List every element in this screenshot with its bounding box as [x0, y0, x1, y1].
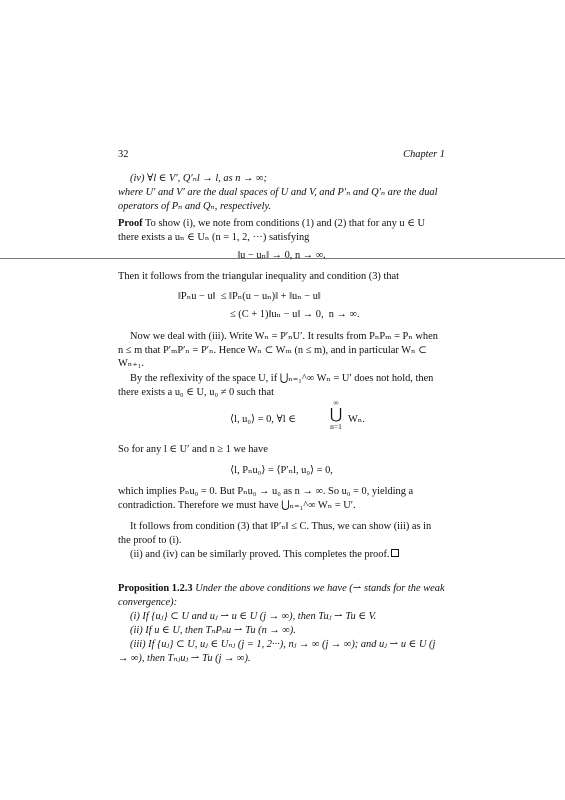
- proposition-item-iii: (iii) If {uⱼ} ⊂ U, uⱼ ∈ Uₙⱼ (j = 1, 2···), nⱼ → ∞ (j → ∞); and uⱼ ⇀ u ∈ U (j → ∞), then Tₙⱼuⱼ ⇀ Tu (j → ∞).: [118, 639, 436, 664]
- proposition-item-ii: (ii) If u ∈ U, then TₙPₙu ⇀ Tu (n → ∞).: [130, 625, 296, 636]
- proposition-label: Proposition 1.2.3: [118, 583, 193, 594]
- proposition-statement: Under the above conditions we have (⇀ stands for the weak convergence):: [118, 583, 445, 608]
- paragraph-reflexivity: By the reflexivity of the space U, if ⋃ₙ₌₁^∞ Wₙ = U′ does not hold, then there exists a u₀ ∈ U, u₀ ≠ 0 such that: [118, 373, 434, 398]
- qed-icon: [391, 549, 399, 557]
- equation-2-line-1: ‖Pₙu − u‖ ≤ ‖Pₙ(u − uₙ)‖ + ‖uₙ − u‖: [178, 291, 321, 302]
- dual-note: where U′ and V′ are the dual spaces of U and V, and P′ₙ and Q′ₙ are the dual operators of Pₙ and Qₙ, respectively.: [118, 187, 438, 212]
- equation-3: [118, 398, 445, 436]
- union-sup: ∞: [333, 398, 339, 407]
- which-implies-text: which implies Pₙu₀ = 0. But Pₙu₀ → u₀ as n → ∞. So u₀ = 0, yielding a contradiction. Therefore we must have ⋃ₙ₌₁^∞ Wₙ = U′.: [118, 486, 414, 511]
- condition-iv-text: (iv) ∀l ∈ V′, Q′ₙl → l, as n → ∞;: [130, 173, 267, 184]
- union-sub: n=1: [330, 421, 342, 431]
- equation-1: ‖u − uₙ‖ → 0, n → ∞.: [237, 250, 326, 261]
- condition-iv: [118, 172, 445, 186]
- then-text: Then it follows from the triangular inequality and condition (3) that: [118, 271, 400, 282]
- proof-last-text: (ii) and (iv) can be similarly proved. This completes the proof.: [130, 549, 390, 560]
- chapter-label: Chapter 1: [403, 149, 445, 160]
- proof-intro: [118, 217, 445, 244]
- union-operator: [328, 398, 344, 432]
- equation-4: ⟨l, Pₙu₀⟩ = ⟨P′ₙl, u₀⟩ = 0,: [230, 465, 333, 476]
- page-header: [118, 148, 445, 162]
- equation-3-right: Wₙ.: [348, 414, 365, 425]
- page-number: 32: [118, 149, 129, 160]
- so-for-text: So for any l ∈ U′ and n ≥ 1 we have: [118, 444, 268, 455]
- union-symbol: ⋃: [329, 406, 343, 423]
- proposition-item-i: (i) If {uⱼ} ⊂ U and uⱼ ⇀ u ∈ U (j → ∞), then Tuⱼ ⇀ Tu ∈ V.: [130, 611, 377, 622]
- follows-text: It follows from condition (3) that ‖P′ₙ‖ ≤ C. Thus, we can show (iii) as in the proof to (i).: [118, 521, 432, 546]
- paragraph-iii: Now we deal with (iii). Write Wₙ = P′ₙU′. It results from PₙPₘ = Pₙ when n ≤ m that P′ₘP′ₙ = P′ₙ. Hence Wₙ ⊂ Wₘ (n ≤ m), and in particular Wₙ ⊂ Wₙ₊₁.: [118, 331, 438, 370]
- proof-intro-text: To show (i), we note from conditions (1) and (2) that for any u ∈ U there exists a uₙ ∈ Uₙ (n = 1, 2, ···) satisfying: [118, 218, 425, 243]
- proposition: [118, 582, 445, 609]
- equation-2-line-2: ≤ (C + 1)‖uₙ − u‖ → 0, n → ∞.: [230, 308, 360, 320]
- equation-2: [118, 290, 445, 321]
- equation-3-left: ⟨l, u₀⟩ = 0, ∀l ∈: [230, 414, 296, 425]
- proof-label: Proof: [118, 218, 143, 229]
- proof-last: [118, 548, 445, 562]
